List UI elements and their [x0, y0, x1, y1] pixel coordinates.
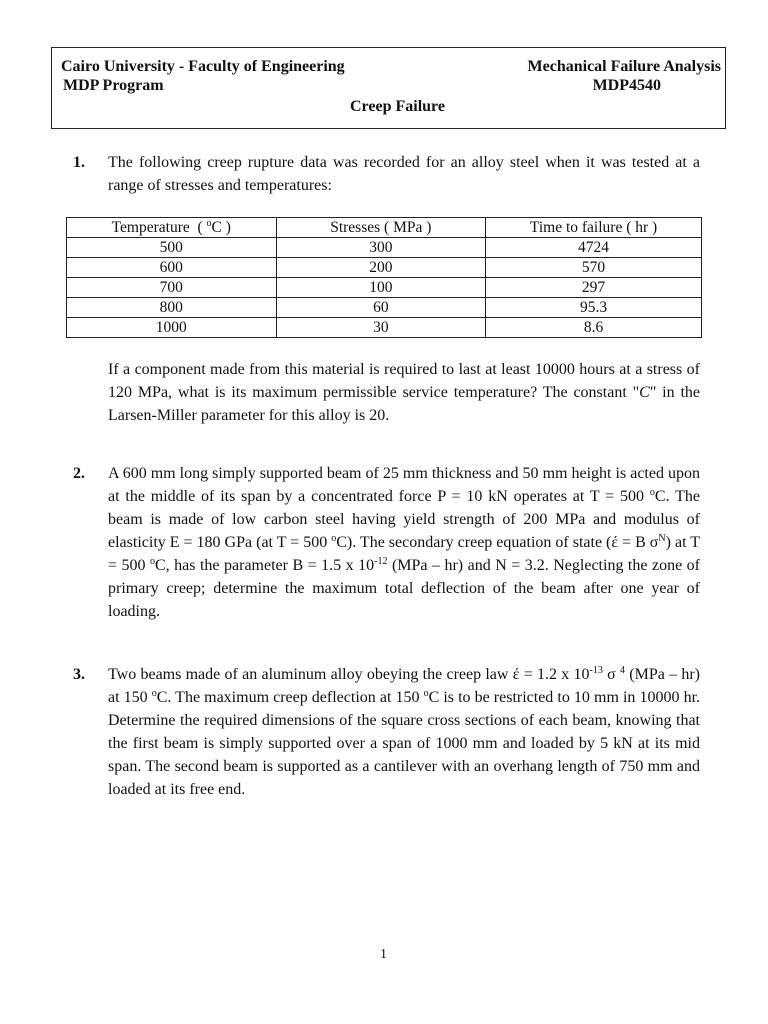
q2-text-part: C. The beam is made of low carbon steel having yield strength of 200 MPa and modulus of elasticity E = 180 GPa (at T = 500 — [108, 488, 700, 551]
table-row — [67, 278, 702, 298]
course-name: Mechanical Failure Analysis — [527, 58, 721, 75]
course-code: MDP4540 — [592, 77, 661, 94]
degree-sup: o — [331, 533, 337, 544]
university-name: Cairo University - Faculty of Engineering — [61, 58, 345, 75]
table-row — [67, 258, 702, 278]
table-cell: 500 — [67, 238, 277, 258]
table-header-row — [67, 218, 702, 238]
table-cell: 8.6 — [486, 318, 702, 338]
degree-sup: o — [649, 487, 655, 498]
q3-text-part: C. The maximum creep deflection at 150 — [156, 689, 424, 706]
question-3-number: 3. — [73, 666, 85, 683]
constant-symbol: C — [639, 384, 650, 401]
table-row — [67, 298, 702, 318]
question-1-number: 1. — [73, 154, 85, 171]
creep-rupture-table — [66, 217, 702, 338]
q1-prompt-a: If a component made from this material is required to last at least 10000 hours at a stress of 120 MPa, what is its maximum permissible service temperature? The constant " — [108, 361, 700, 401]
table-cell: 297 — [486, 278, 702, 298]
q3-text-part: Two beams made of an aluminum alloy obeying the creep law έ = 1.2 x 10 — [108, 666, 590, 683]
table-cell: 600 — [67, 258, 277, 278]
header-box — [51, 47, 726, 129]
table-cell: 300 — [276, 238, 486, 258]
table-cell: 1000 — [67, 318, 277, 338]
question-1-intro: The following creep rupture data was recorded for an alloy steel when it was tested at a range of stresses and temperatures: — [108, 154, 700, 194]
exponent-stress: 4 — [620, 665, 626, 676]
table-cell: 30 — [276, 318, 486, 338]
q3-text-part: C is to be restricted to 10 mm in 10000 hr. Determine the required dimensions of the square cross sections of each beam, knowing that the first beam is simply supported over a span of 1000 mm and loaded by 5 kN at its mid span. The second beam is supported as a cantilever with an overhang length of 750 mm and loaded at its free end. — [108, 689, 701, 798]
column-header-temperature: Temperature ( $^o$C ) — [67, 218, 277, 238]
table-cell: 95.3 — [486, 298, 702, 318]
q2-text-part: C, has the parameter B = 1.5 x 10 — [155, 557, 375, 574]
table-row — [67, 238, 702, 258]
degree-sup: o — [150, 556, 155, 567]
degree-sup: o — [151, 688, 157, 699]
table-cell: 60 — [276, 298, 486, 318]
page-number: 1 — [380, 947, 387, 962]
q3-text-part: (MPa – hr) at 150 — [108, 666, 701, 706]
q2-text-part: (MPa – hr) and N = 3.2. Neglecting the zone of primary creep; determine the maximum total deflection of the beam after one year of loading. — [108, 557, 700, 620]
exponent-b: -12 — [374, 556, 388, 567]
question-3-text — [108, 663, 700, 801]
q2-text-part: C). The secondary creep equation of state (έ = B σ — [336, 534, 659, 551]
exponent-n: N — [658, 533, 666, 544]
q1-prompt-b: " in the Larsen-Miller parameter for this alloy is 20. — [108, 384, 700, 424]
page-title: Creep Failure — [350, 98, 445, 115]
program-name: MDP Program — [63, 77, 164, 94]
table-cell: 800 — [67, 298, 277, 318]
q3-text-part: σ — [602, 666, 621, 683]
question-2-text — [108, 462, 700, 623]
column-header-time: Time to failure ( hr ) — [486, 218, 702, 238]
table-cell: 4724 — [486, 238, 702, 258]
degree-sup: o — [423, 688, 429, 699]
column-header-stresses: Stresses ( MPa ) — [276, 218, 486, 238]
question-2-number: 2. — [73, 465, 85, 482]
table-cell: 200 — [276, 258, 486, 278]
q2-text-part: ) at T = 500 — [108, 534, 701, 574]
table-cell: 700 — [67, 278, 277, 298]
question-1-prompt — [108, 358, 700, 427]
table-cell: 100 — [276, 278, 486, 298]
table-cell: 570 — [486, 258, 702, 278]
exponent-creep-coef: -13 — [589, 665, 603, 676]
q2-text-part: A 600 mm long simply supported beam of 25 mm thickness and 50 mm height is acted upon at the middle of its span by a concentrated force P = 10 kN operates at T = 500 — [108, 465, 700, 505]
table-row — [67, 318, 702, 338]
